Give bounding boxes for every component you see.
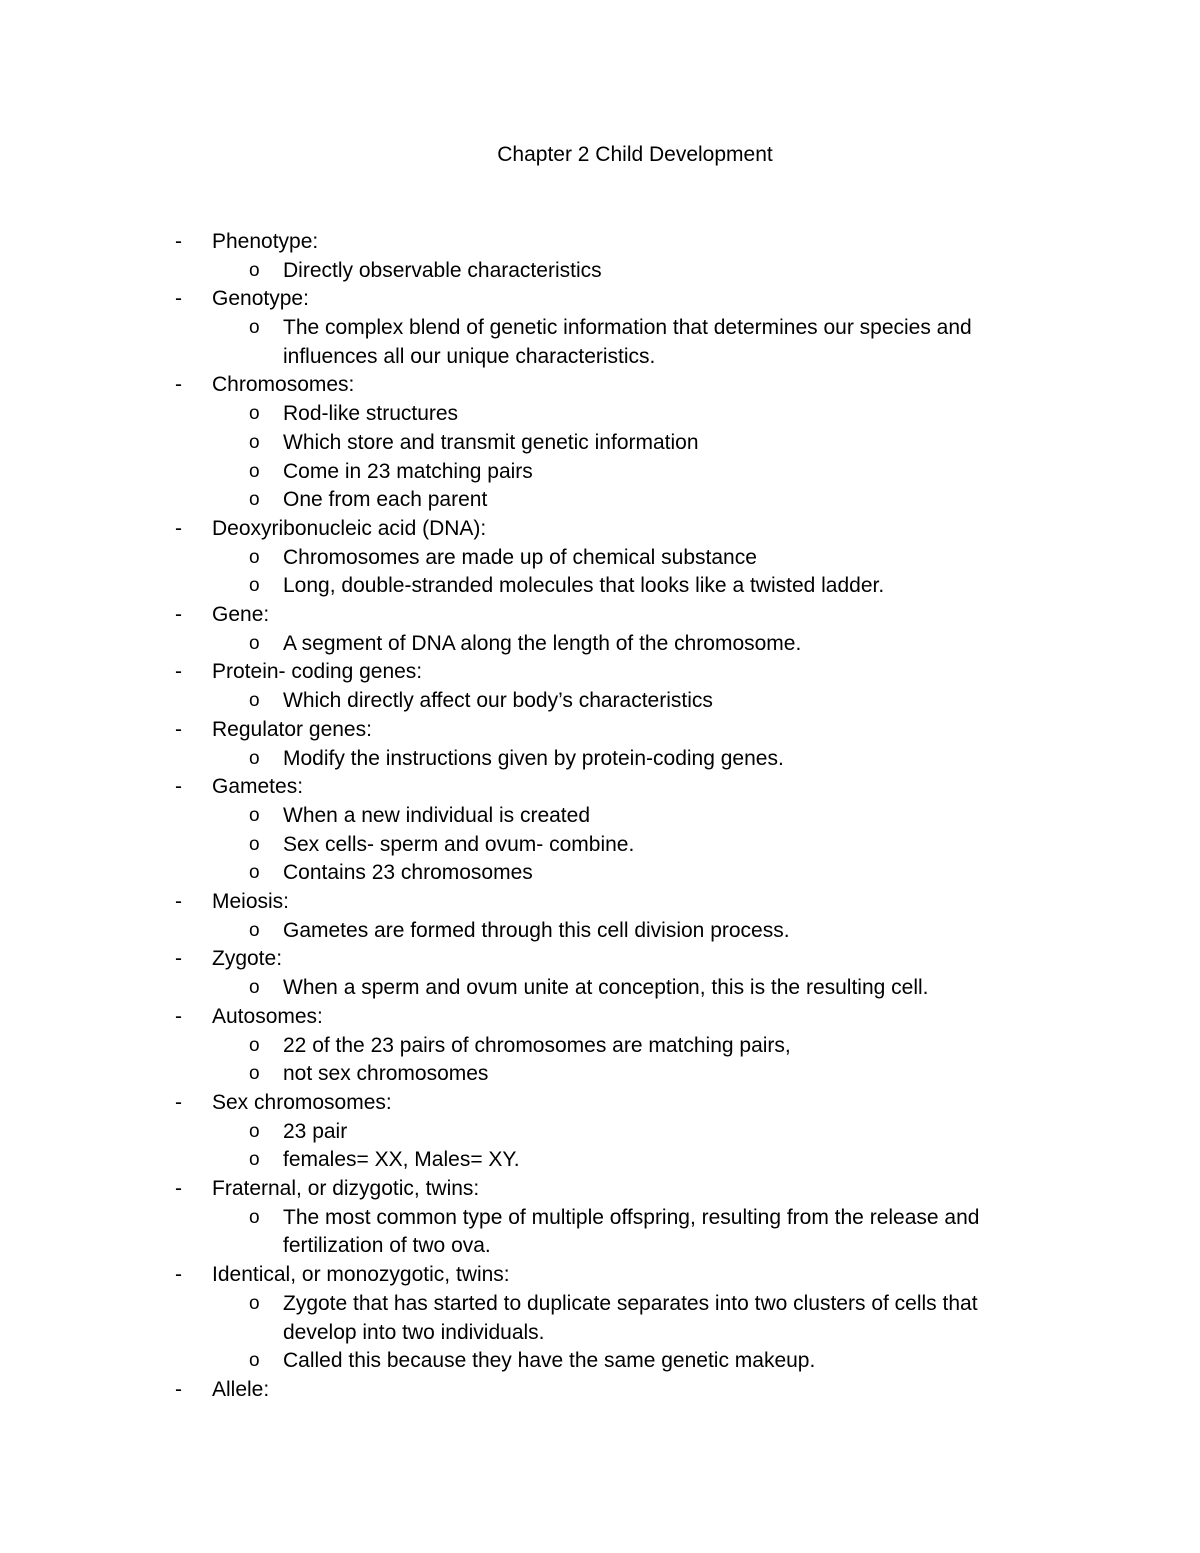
detail-text: Sex cells- sperm and ovum- combine.	[283, 832, 635, 856]
detail-text: When a sperm and ovum unite at conception, this is the resulting cell.	[283, 976, 929, 1000]
term-label: Phenotype:	[212, 230, 319, 253]
dash-marker: -	[175, 1090, 182, 1114]
dash-marker: -	[175, 1263, 182, 1287]
detail-list	[0, 1032, 1200, 1089]
detail-text: Which directly affect our body’s characteristics	[283, 689, 713, 713]
detail-text: Come in 23 matching pairs	[283, 459, 533, 483]
dash-marker: -	[175, 230, 182, 253]
detail-item	[0, 429, 1023, 458]
circle-bullet-icon: o	[249, 919, 260, 941]
dash-marker: -	[175, 660, 182, 684]
circle-bullet-icon: o	[249, 632, 260, 654]
dash-marker: -	[175, 1177, 182, 1201]
term-line	[0, 371, 1200, 400]
dash-marker: -	[175, 603, 182, 627]
detail-item	[0, 802, 1023, 831]
term-line	[0, 1175, 1200, 1204]
detail-item	[0, 1347, 1023, 1376]
term-item	[0, 1376, 1200, 1405]
detail-text: The most common type of multiple offspring, resulting from the release and fertilization of two ova.	[283, 1205, 980, 1258]
term-line	[0, 1376, 1200, 1405]
dash-marker: -	[175, 516, 182, 540]
circle-bullet-icon: o	[249, 317, 260, 339]
circle-bullet-icon: o	[249, 747, 260, 769]
detail-text: 22 of the 23 pairs of chromosomes are matching pairs,	[283, 1033, 791, 1057]
detail-list	[0, 400, 1200, 515]
term-item	[0, 515, 1200, 601]
detail-item	[0, 1032, 1023, 1061]
detail-text: A segment of DNA along the length of the chromosome.	[283, 631, 802, 655]
detail-list	[0, 974, 1200, 1003]
detail-text: Gametes are formed through this cell division process.	[283, 918, 790, 942]
detail-text: Rod-like structures	[283, 402, 459, 426]
circle-bullet-icon: o	[249, 690, 260, 712]
page-title: Chapter 2 Child Development	[497, 143, 773, 166]
term-label: Gene:	[212, 603, 270, 627]
circle-bullet-icon: o	[249, 1350, 260, 1372]
detail-item	[0, 400, 1023, 429]
circle-bullet-icon: o	[249, 804, 260, 826]
term-item	[0, 601, 1200, 658]
dash-marker: -	[175, 287, 182, 311]
circle-bullet-icon: o	[249, 1292, 260, 1314]
detail-text: When a new individual is created	[283, 803, 591, 827]
term-item	[0, 1175, 1200, 1261]
dash-marker: -	[175, 890, 182, 914]
detail-text: One from each parent	[283, 488, 488, 512]
detail-item	[0, 859, 1023, 888]
term-label: Autosomes:	[212, 1004, 323, 1028]
detail-item	[0, 917, 1023, 946]
detail-item	[0, 687, 1023, 716]
detail-text: Called this because they have the same genetic makeup.	[283, 1349, 816, 1373]
detail-text: Modify the instructions given by protein-coding genes.	[283, 746, 784, 770]
detail-item	[0, 314, 1023, 371]
detail-list	[0, 1204, 1200, 1261]
detail-item	[0, 486, 1023, 515]
detail-list	[0, 745, 1200, 774]
detail-item	[0, 745, 1023, 774]
detail-item	[0, 1290, 1023, 1347]
circle-bullet-icon: o	[249, 403, 260, 425]
circle-bullet-icon: o	[249, 575, 260, 597]
term-label: Meiosis:	[212, 890, 290, 914]
term-item	[0, 773, 1200, 888]
term-label: Identical, or monozygotic, twins:	[212, 1263, 510, 1287]
term-line	[0, 1003, 1200, 1032]
circle-bullet-icon: o	[249, 431, 260, 453]
detail-list	[0, 687, 1200, 716]
term-label: Protein- coding genes:	[212, 660, 423, 684]
term-label: Sex chromosomes:	[212, 1090, 392, 1114]
circle-bullet-icon: o	[249, 1149, 260, 1171]
detail-item	[0, 257, 1023, 286]
circle-bullet-icon: o	[249, 1063, 260, 1085]
circle-bullet-icon: o	[249, 259, 260, 281]
term-item	[0, 1261, 1200, 1376]
term-label: Gametes:	[212, 775, 304, 799]
detail-item	[0, 572, 1023, 601]
circle-bullet-icon: o	[249, 1206, 260, 1228]
detail-item	[0, 1060, 1023, 1089]
term-item	[0, 1089, 1200, 1175]
circle-bullet-icon: o	[249, 1120, 260, 1142]
term-line	[0, 515, 1200, 544]
circle-bullet-icon: o	[249, 1034, 260, 1056]
term-label: Deoxyribonucleic acid (DNA):	[212, 516, 487, 540]
detail-text: Chromosomes are made up of chemical substance	[283, 545, 757, 569]
detail-item	[0, 831, 1023, 860]
detail-text: Zygote that has started to duplicate separates into two clusters of cells that develop into two individuals.	[283, 1291, 978, 1344]
term-item	[0, 228, 1200, 285]
detail-list	[0, 257, 1200, 286]
detail-list	[0, 917, 1200, 946]
term-line	[0, 1261, 1200, 1290]
term-item	[0, 945, 1200, 1002]
circle-bullet-icon: o	[249, 489, 260, 511]
detail-item	[0, 1118, 1023, 1147]
dash-marker: -	[175, 775, 182, 799]
term-list	[0, 228, 1200, 1405]
term-label: Chromosomes:	[212, 373, 355, 397]
circle-bullet-icon: o	[249, 460, 260, 482]
detail-list	[0, 1290, 1200, 1376]
term-line	[0, 658, 1200, 687]
term-item	[0, 658, 1200, 715]
detail-text: not sex chromosomes	[283, 1062, 489, 1086]
term-item	[0, 1003, 1200, 1089]
detail-list	[0, 314, 1200, 371]
circle-bullet-icon: o	[249, 862, 260, 884]
term-item	[0, 285, 1200, 371]
dash-marker: -	[175, 947, 182, 971]
term-item	[0, 716, 1200, 773]
detail-list	[0, 544, 1200, 601]
circle-bullet-icon: o	[249, 833, 260, 855]
detail-text: 23 pair	[283, 1119, 348, 1143]
dash-marker: -	[175, 1377, 182, 1401]
dash-marker: -	[175, 717, 182, 741]
detail-text: Directly observable characteristics	[283, 258, 602, 282]
term-item	[0, 888, 1200, 945]
dash-marker: -	[175, 373, 182, 397]
term-line	[0, 601, 1200, 630]
detail-text: The complex blend of genetic information that determines our species and influences all our unique characteristics.	[283, 316, 972, 368]
detail-text: females= XX, Males= XY.	[283, 1148, 520, 1172]
term-label: Allele:	[212, 1377, 270, 1401]
term-line	[0, 945, 1200, 974]
detail-item	[0, 974, 1023, 1003]
detail-item	[0, 458, 1023, 487]
detail-item	[0, 1204, 1023, 1261]
circle-bullet-icon: o	[249, 546, 260, 568]
term-line	[0, 716, 1200, 745]
dash-marker: -	[175, 1004, 182, 1028]
term-label: Fraternal, or dizygotic, twins:	[212, 1177, 480, 1201]
term-label: Regulator genes:	[212, 717, 372, 741]
detail-item	[0, 544, 1023, 573]
detail-item	[0, 1146, 1023, 1175]
term-item	[0, 371, 1200, 515]
detail-item	[0, 630, 1023, 659]
detail-list	[0, 802, 1200, 888]
detail-text: Contains 23 chromosomes	[283, 861, 533, 885]
term-line	[0, 773, 1200, 802]
circle-bullet-icon: o	[249, 977, 260, 999]
detail-text: Which store and transmit genetic information	[283, 430, 699, 454]
term-label: Zygote:	[212, 947, 283, 971]
term-label: Genotype:	[212, 287, 309, 311]
term-line	[0, 285, 1200, 314]
term-line	[0, 1089, 1200, 1118]
term-line	[0, 888, 1200, 917]
detail-list	[0, 630, 1200, 659]
detail-text: Long, double-stranded molecules that looks like a twisted ladder.	[283, 574, 885, 598]
detail-list	[0, 1118, 1200, 1175]
term-line	[0, 228, 1200, 257]
